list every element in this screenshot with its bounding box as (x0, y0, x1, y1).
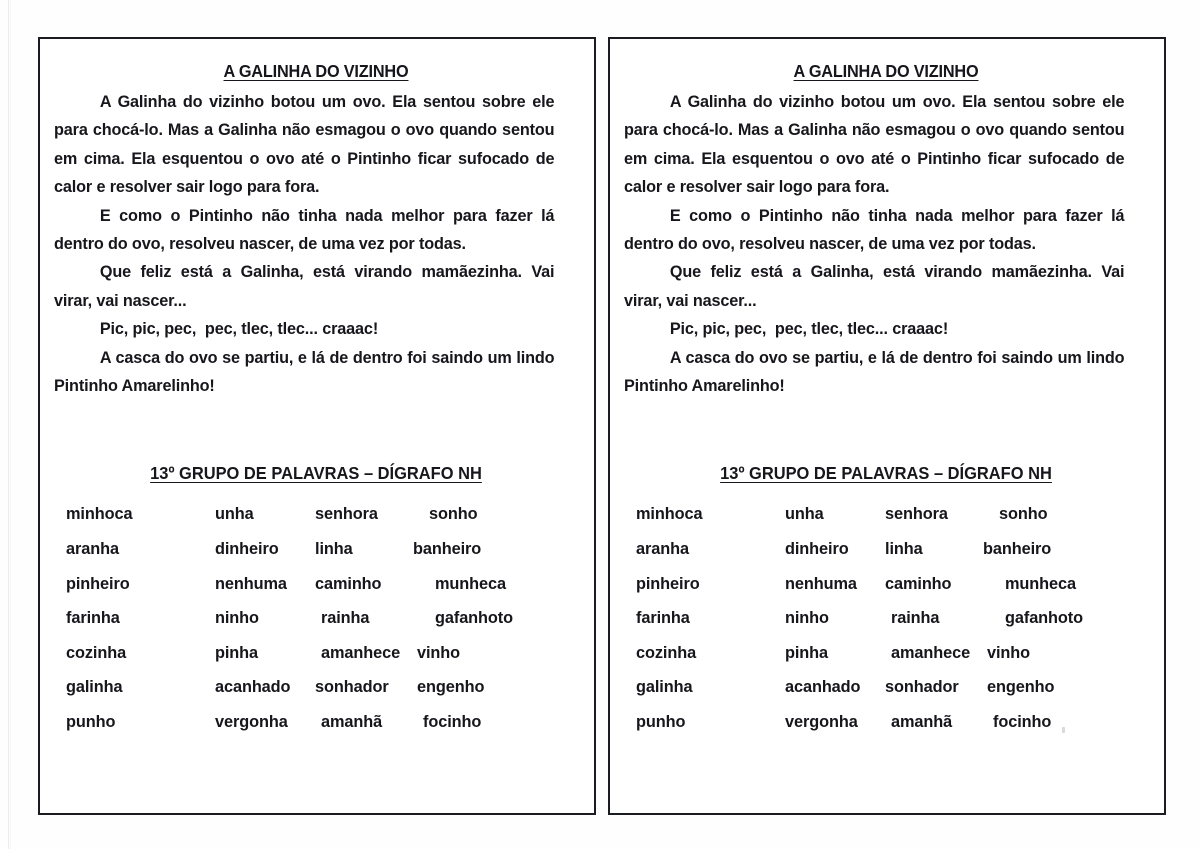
word-item: unha (785, 504, 824, 524)
word-item: ninho (785, 608, 829, 628)
worksheet-panel-right (608, 37, 1166, 815)
story-title: A GALINHA DO VIZINHO (223, 61, 409, 81)
word-item: vinho (417, 642, 461, 662)
word-item: engenho (987, 677, 1055, 697)
word-item: focinho (993, 712, 1052, 732)
word-item: dinheiro (785, 539, 849, 559)
word-row (632, 574, 1150, 609)
word-row (62, 712, 580, 747)
word-item: pinha (785, 642, 829, 662)
word-item: amanhece (891, 642, 971, 662)
word-item: munheca (1005, 573, 1076, 593)
story-body (54, 88, 578, 400)
word-item: galinha (636, 677, 693, 697)
scan-edge-artifact-secondary (10, 0, 11, 849)
word-item: pinha (215, 642, 259, 662)
word-item: ninho (215, 608, 259, 628)
word-row (62, 574, 580, 609)
story-paragraph-2: E como o Pintinho não tinha nada melhor para fazer lá dentro do ovo, resolveu nascer, de uma vez por todas. (54, 205, 559, 254)
story-body (624, 88, 1148, 400)
story-paragraph-3: Que feliz está a Galinha, está virando mamãezinha. Vai virar, vai nascer... (624, 262, 1129, 310)
word-item: banheiro (983, 539, 1052, 559)
word-item: unha (215, 504, 254, 524)
word-item: focinho (423, 712, 482, 732)
word-item: amanhã (891, 712, 953, 732)
story-paragraph-4: Pic, pic, pec, pec, tlec, tlec... craaac! (669, 319, 949, 339)
word-item: sonhador (315, 677, 389, 697)
word-item: engenho (417, 677, 485, 697)
scan-edge-artifact (8, 0, 9, 849)
story-paragraph-5: A casca do ovo se partiu, e lá de dentro foi saindo um lindo Pintinho Amarelinho! (54, 347, 559, 396)
word-item: gafanhoto (1005, 608, 1084, 628)
word-item: sonhador (885, 677, 959, 697)
word-item: gafanhoto (435, 608, 514, 628)
word-row (632, 643, 1150, 678)
word-item: pinheiro (66, 573, 130, 593)
word-item: rainha (321, 608, 370, 628)
word-item: amanhece (321, 642, 401, 662)
word-item: linha (885, 539, 923, 559)
word-item: aranha (636, 539, 689, 559)
word-row (62, 643, 580, 678)
word-row (62, 504, 580, 539)
story-paragraph-1: A Galinha do vizinho botou um ovo. Ela sentou sobre ele para chocá-lo. Mas a Galinha não esmagou o ovo quando sentou em cima. Ela esquentou o ovo até o Pintinho ficar sufocado de calor e resolver sair logo para fora. (54, 92, 559, 197)
word-item: galinha (66, 677, 123, 697)
word-item: munheca (435, 573, 506, 593)
word-item: vinho (987, 642, 1031, 662)
word-item: farinha (636, 608, 690, 628)
word-row (62, 677, 580, 712)
word-row (632, 712, 1150, 747)
word-item: sonho (429, 504, 478, 524)
word-row (632, 677, 1150, 712)
word-item: acanhado (785, 677, 861, 697)
word-item: cozinha (66, 642, 127, 662)
word-item: rainha (891, 608, 940, 628)
word-item: punho (66, 712, 116, 732)
story-paragraph-1: A Galinha do vizinho botou um ovo. Ela sentou sobre ele para chocá-lo. Mas a Galinha não esmagou o ovo quando sentou em cima. Ela esquentou o ovo até o Pintinho ficar sufocado de calor e resolver sair logo para fora. (624, 92, 1129, 197)
word-item: dinheiro (215, 539, 279, 559)
word-item: pinheiro (636, 573, 700, 593)
word-list (622, 504, 1150, 746)
word-row (632, 504, 1150, 539)
word-item: caminho (315, 573, 382, 593)
word-item: banheiro (413, 539, 482, 559)
scan-speck-artifact (1062, 727, 1065, 733)
word-group-title: 13º GRUPO DE PALAVRAS – DÍGRAFO NH (720, 463, 1052, 484)
word-item: vergonha (215, 712, 288, 732)
word-item: senhora (315, 504, 378, 524)
word-item: minhoca (66, 504, 133, 524)
word-group-title: 13º GRUPO DE PALAVRAS – DÍGRAFO NH (150, 463, 482, 484)
word-item: vergonha (785, 712, 858, 732)
story-paragraph-3: Que feliz está a Galinha, está virando mamãezinha. Vai virar, vai nascer... (54, 262, 559, 310)
word-item: nenhuma (215, 573, 287, 593)
word-item: sonho (999, 504, 1048, 524)
word-row (632, 539, 1150, 574)
word-item: farinha (66, 608, 120, 628)
word-item: cozinha (636, 642, 697, 662)
word-item: aranha (66, 539, 119, 559)
story-title: A GALINHA DO VIZINHO (793, 61, 979, 81)
word-row (632, 608, 1150, 643)
word-item: minhoca (636, 504, 703, 524)
word-item: punho (636, 712, 686, 732)
word-list (52, 504, 580, 746)
word-item: amanhã (321, 712, 383, 732)
story-paragraph-4: Pic, pic, pec, pec, tlec, tlec... craaac! (99, 319, 379, 339)
word-row (62, 608, 580, 643)
word-item: linha (315, 539, 353, 559)
word-item: acanhado (215, 677, 291, 697)
word-item: senhora (885, 504, 948, 524)
worksheet-panel-left (38, 37, 596, 815)
word-item: caminho (885, 573, 952, 593)
word-item: nenhuma (785, 573, 857, 593)
story-paragraph-2: E como o Pintinho não tinha nada melhor para fazer lá dentro do ovo, resolveu nascer, de uma vez por todas. (624, 205, 1129, 254)
story-paragraph-5: A casca do ovo se partiu, e lá de dentro foi saindo um lindo Pintinho Amarelinho! (624, 347, 1129, 396)
word-row (62, 539, 580, 574)
